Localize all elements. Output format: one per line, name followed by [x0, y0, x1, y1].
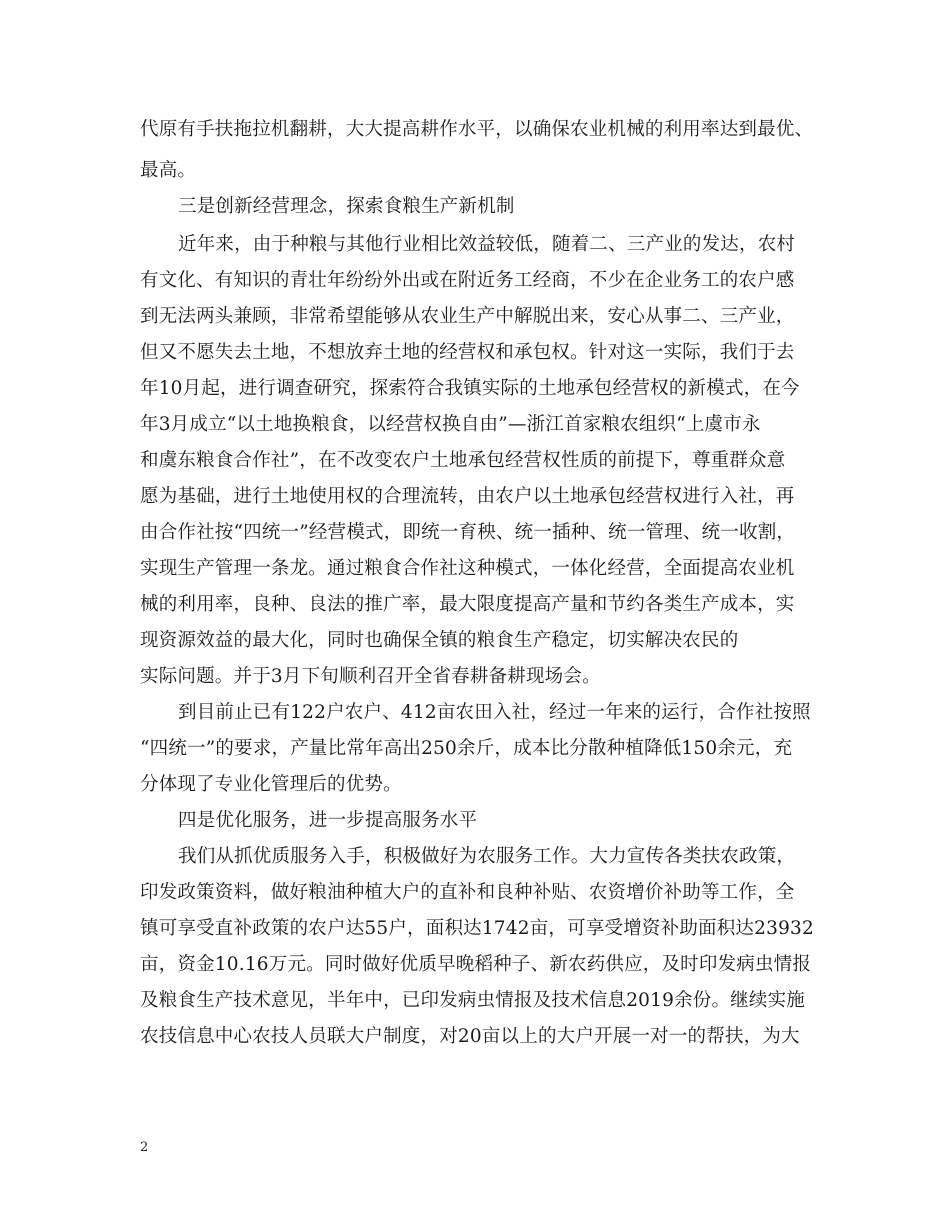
text-line: 实现生产管理一条龙。通过粮食合作社这种模式，一体化经营，全面提高农业机: [140, 558, 795, 579]
text-line: 实际问题。并于3月下旬顺利召开全省春耕备耕现场会。: [140, 666, 601, 687]
text-line: 但又不愿失去土地，不想放弃土地的经营权和承包权。针对这一实际，我们于去: [140, 342, 795, 363]
text-line: 亩，资金10.16万元。同时做好优质早晚稻种子、新农药供应，及时印发病虫情报: [140, 954, 812, 975]
page-number: 2: [140, 1140, 149, 1155]
text-line: 由合作社按“四统一”经营模式，即统一育秧、统一插种、统一管理、统一收割，: [140, 522, 796, 543]
text-line: 到无法两头兼顾，非常希望能够从农业生产中解脱出来，安心从事二、三产业，: [140, 306, 795, 327]
text-line: 年3月成立“以土地换粮食，以经营权换自由”—浙江首家粮农组织“上虞市永: [140, 414, 761, 435]
text-line: 我们从抓优质服务入手，积极做好为农服务工作。大力宣传各类扶农政策，: [178, 846, 796, 867]
text-line: 到目前止已有122户农户、412亩农田入社，经过一年来的运行，合作社按照: [178, 702, 811, 723]
text-line: 农技信息中心农技人员联大户制度，对20亩以上的大户开展一对一的帮扶，为大: [140, 1026, 800, 1047]
text-line: 和虞东粮食合作社”，在不改变农户土地承包经营权性质的前提下，尊重群众意: [140, 450, 786, 471]
text-line: 印发政策资料，做好粮油种植大户的直补和良种补贴、农资增价补助等工作，全: [140, 882, 795, 903]
text-line: 有文化、有知识的青壮年纷纷外出或在附近务工经商，不少在企业务工的农户感: [140, 270, 795, 291]
text-line: 械的利用率，良种、良法的推广率，最大限度提高产量和节约各类生产成本，实: [140, 594, 795, 615]
section-heading: 四是优化服务，进一步提高服务水平: [178, 810, 478, 831]
text-line: 现资源效益的最大化，同时也确保全镇的粮食生产稳定，切实解决农民的: [140, 630, 739, 651]
text-line: 分体现了专业化管理后的优势。: [140, 774, 402, 795]
text-line: 年10月起，进行调查研究，探索符合我镇实际的土地承包经营权的新模式，在今: [140, 378, 800, 399]
text-line: 最高。: [140, 160, 197, 181]
text-line: 代原有手扶拖拉机翻耕，大大提高耕作水平，以确保农业机械的利用率达到最优、: [140, 119, 814, 140]
section-heading: 三是创新经营理念，探索食粮生产新机制: [178, 196, 515, 217]
text-line: 镇可享受直补政策的农户达55户，面积达1742亩，可享受增资补助面积达23932: [140, 918, 814, 939]
text-line: 近年来，由于种粮与其他行业相比效益较低，随着二、三产业的发达，农村: [178, 234, 796, 255]
text-line: “四统一”的要求，产量比常年高出250余斤，成本比分散种植降低150余元，充: [140, 738, 793, 759]
text-line: 及粮食生产技术意见，半年中，已印发病虫情报及技术信息2019余份。继续实施: [140, 990, 805, 1011]
text-line: 愿为基础，进行土地使用权的合理流转，由农户以土地承包经营权进行入社，再: [140, 486, 795, 507]
